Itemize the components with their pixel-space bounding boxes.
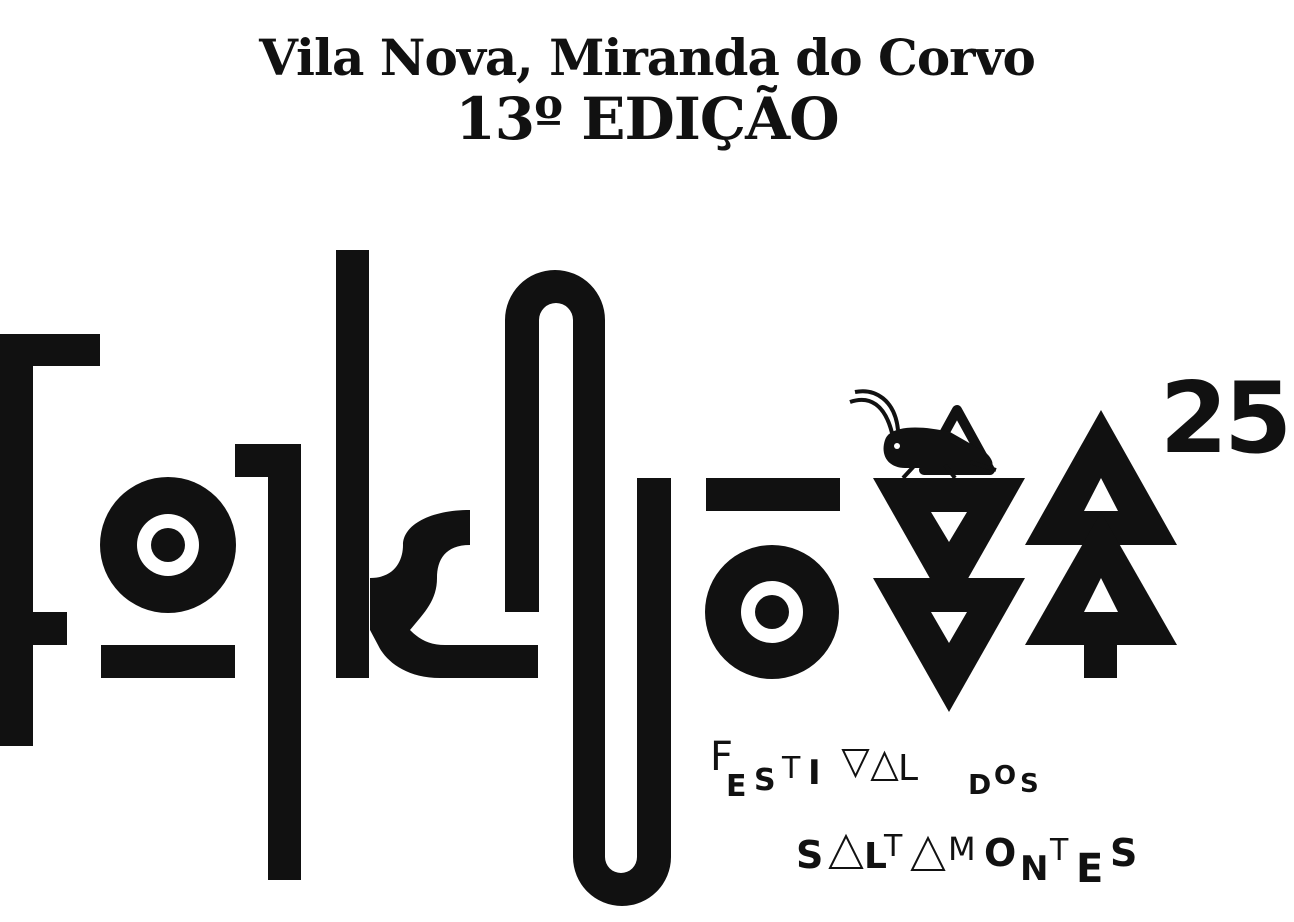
tagline-char: F	[710, 734, 734, 780]
tagline-line-2	[796, 829, 1137, 892]
tagline-char: S	[1110, 831, 1138, 875]
tagline-char: E	[726, 769, 747, 804]
tagline-char: O	[984, 831, 1017, 875]
grasshopper-icon	[850, 391, 996, 478]
letter-o-1	[100, 477, 236, 678]
tagline-char: M	[948, 830, 976, 868]
edition-label: 13º EDIÇÃO	[455, 85, 839, 153]
tagline-char	[843, 750, 868, 776]
letter-n	[505, 270, 671, 906]
tagline-char: E	[1076, 846, 1104, 892]
tagline-line-1	[710, 734, 1039, 804]
tagline-char: T	[1050, 833, 1069, 868]
tagline-char	[872, 753, 897, 780]
tagline-char: N	[1020, 849, 1049, 889]
tagline-char: D	[968, 768, 992, 801]
letter-o-2	[705, 478, 840, 679]
tagline-char: T	[782, 751, 801, 786]
tagline-char: T	[884, 829, 903, 864]
year-superscript: 25	[1159, 362, 1289, 476]
tagline-char: S	[796, 833, 824, 877]
letter-f	[0, 334, 100, 746]
tagline-char: S	[1020, 769, 1039, 799]
tagline-char: L	[898, 748, 919, 789]
tagline-char: O	[994, 761, 1017, 791]
letter-v	[873, 478, 1025, 712]
tagline-char	[912, 838, 944, 870]
tagline-char: L	[864, 836, 887, 877]
event-location: Vila Nova, Miranda do Corvo	[259, 28, 1035, 87]
tagline-char	[830, 836, 862, 868]
letter-a	[1025, 410, 1177, 678]
tagline-char: I	[808, 753, 821, 793]
tagline-char: S	[754, 763, 776, 798]
logo-letters	[0, 250, 1177, 906]
letter-l	[235, 444, 301, 880]
